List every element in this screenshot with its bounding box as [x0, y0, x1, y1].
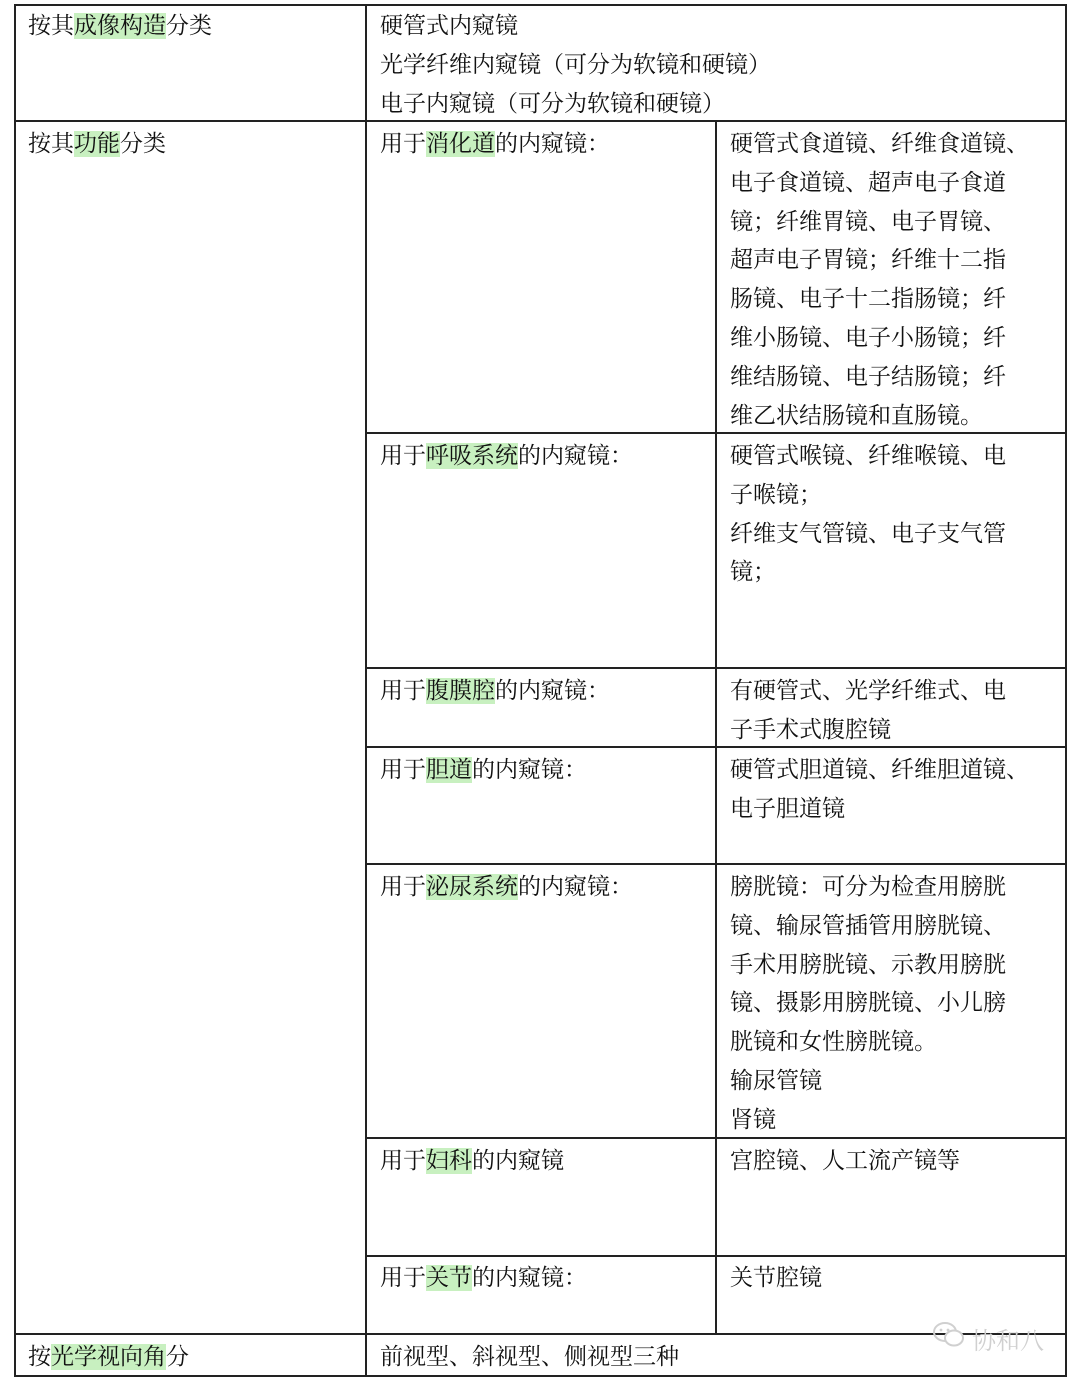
function-label-cell: [28, 125, 166, 164]
item-highlight: 腹膜腔: [426, 678, 495, 704]
detail-line: 维结肠镜、电子结肠镜；纤: [730, 363, 1006, 390]
function-item-biliary: [380, 751, 587, 790]
construction-values-cell: [380, 7, 771, 123]
detail-line: 手术用膀胱镜、示教用膀胱: [730, 951, 1006, 978]
item-text: 的内窥镜：: [472, 757, 587, 783]
construction-value: 光学纤维内窥镜（可分为软镜和硬镜）: [380, 51, 771, 78]
wechat-icon: [932, 1320, 972, 1356]
construction-value: 电子内窥镜（可分为软镜和硬镜）: [380, 90, 725, 117]
watermark-text: 协和八: [972, 1326, 1044, 1355]
subrow-divider-2: [365, 667, 1067, 669]
item-highlight: 消化道: [426, 131, 495, 157]
item-highlight: 胆道: [426, 757, 472, 783]
construction-value: 硬管式内窥镜: [380, 13, 518, 39]
detail-line: 维小肠镜、电子小肠镜；纤: [730, 324, 1006, 351]
detail-line: 胱镜和女性膀胱镜。: [730, 1029, 937, 1056]
detail-line: 膀胱镜：可分为检查用膀胱: [730, 874, 1006, 900]
detail-line: 镜、摄影用膀胱镜、小儿膀: [730, 990, 1006, 1017]
detail-line: 宫腔镜、人工流产镜等: [730, 1148, 960, 1174]
detail-line: 肠镜、电子十二指肠镜；纤: [730, 286, 1006, 313]
function-detail-peritoneal: [730, 672, 1006, 750]
item-text: 的内窥镜：: [495, 131, 610, 157]
detail-line: 输尿管镜: [730, 1067, 822, 1094]
item-text: 的内窥镜：: [518, 874, 633, 900]
item-highlight: 关节: [426, 1265, 472, 1291]
detail-line: 镜、输尿管插管用膀胱镜、: [730, 912, 1006, 939]
label-text: 分类: [166, 13, 212, 39]
item-text: 的内窥镜：: [518, 443, 633, 469]
item-highlight: 泌尿系统: [426, 874, 518, 900]
subrow-divider-6: [365, 1255, 1067, 1257]
detail-line: 硬管式喉镜、纤维喉镜、电: [730, 443, 1006, 469]
table-border-right: [1065, 4, 1067, 1377]
detail-line: 镜；: [730, 559, 776, 586]
function-detail-gynecology: [730, 1142, 960, 1181]
label-highlight: 功能: [74, 131, 120, 157]
view-label-cell: [28, 1338, 189, 1377]
detail-line: 纤维支气管镜、电子支气管: [730, 520, 1006, 547]
function-detail-respiratory: [730, 437, 1006, 592]
label-text: 分类: [120, 131, 166, 157]
function-item-joint: [380, 1259, 587, 1298]
detail-line: 子手术式腹腔镜: [730, 716, 891, 743]
table-border-left: [14, 4, 16, 1377]
detail-line: 有硬管式、光学纤维式、电: [730, 678, 1006, 704]
detail-line: 关节腔镜: [730, 1265, 822, 1291]
item-text: 用于: [380, 757, 426, 783]
item-highlight: 妇科: [426, 1148, 472, 1174]
item-highlight: 呼吸系统: [426, 443, 518, 469]
function-item-respiratory: [380, 437, 633, 476]
item-text: 的内窥镜: [472, 1148, 564, 1174]
table-border-top: [14, 4, 1067, 6]
construction-label-cell: [28, 7, 212, 46]
detail-line: 肾镜: [730, 1106, 776, 1133]
detail-line: 超声电子胃镜；纤维十二指: [730, 247, 1006, 274]
function-item-peritoneal: [380, 672, 610, 711]
column-divider-1: [365, 4, 367, 1377]
label-text: 按: [28, 1344, 51, 1370]
view-value: 前视型、斜视型、侧视型三种: [380, 1344, 679, 1370]
function-item-urinary: [380, 868, 633, 907]
function-detail-biliary: [730, 751, 1029, 829]
label-text: 按其: [28, 131, 74, 157]
detail-line: 电子胆道镜: [730, 795, 845, 822]
item-text: 用于: [380, 1265, 426, 1291]
item-text: 的内窥镜：: [495, 678, 610, 704]
detail-line: 硬管式食道镜、纤维食道镜、: [730, 131, 1029, 157]
detail-line: 硬管式胆道镜、纤维胆道镜、: [730, 757, 1029, 783]
watermark: [932, 1318, 1044, 1358]
function-detail-digestive: [730, 125, 1029, 435]
function-item-digestive: [380, 125, 610, 164]
item-text: 用于: [380, 678, 426, 704]
item-text: 的内窥镜：: [472, 1265, 587, 1291]
label-text: 按其: [28, 13, 74, 39]
subrow-divider-4: [365, 863, 1067, 865]
detail-line: 电子食道镜、超声电子食道: [730, 169, 1006, 196]
function-detail-joint: [730, 1259, 822, 1298]
function-detail-urinary: [730, 868, 1006, 1140]
column-divider-2: [715, 120, 717, 1334]
row-divider-function: [14, 1333, 1067, 1335]
label-highlight: 成像构造: [74, 13, 166, 39]
item-text: 用于: [380, 131, 426, 157]
function-item-gynecology: [380, 1142, 564, 1181]
item-text: 用于: [380, 1148, 426, 1174]
detail-line: 维乙状结肠镜和直肠镜。: [730, 402, 983, 429]
detail-line: 子喉镜；: [730, 481, 822, 508]
item-text: 用于: [380, 874, 426, 900]
view-value-cell: [380, 1338, 679, 1377]
item-text: 用于: [380, 443, 426, 469]
label-highlight: 光学视向角: [51, 1344, 166, 1370]
detail-line: 镜；纤维胃镜、电子胃镜、: [730, 208, 1006, 235]
label-text: 分: [166, 1344, 189, 1370]
